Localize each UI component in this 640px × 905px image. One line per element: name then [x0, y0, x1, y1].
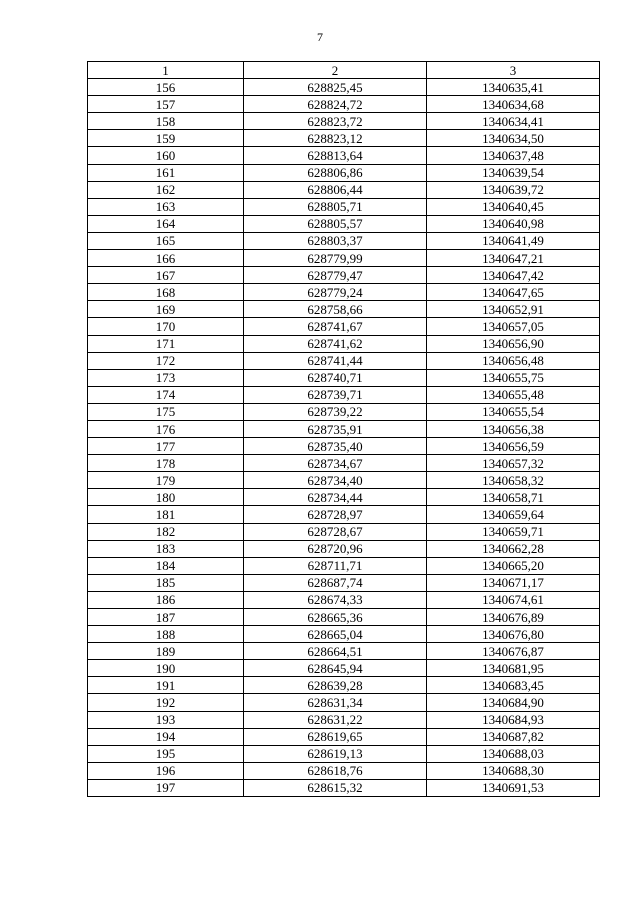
point-number-cell: 159: [88, 130, 244, 147]
table-row: [88, 147, 600, 164]
y-coordinate-cell: 1340688,03: [427, 745, 600, 762]
table-row: [88, 540, 600, 557]
y-coordinate-cell: 1340634,41: [427, 113, 600, 130]
table-row: [88, 79, 600, 96]
y-coordinate-cell: 1340659,64: [427, 506, 600, 523]
table-row: [88, 591, 600, 608]
y-coordinate-cell: 1340657,32: [427, 455, 600, 472]
table-row: [88, 232, 600, 249]
point-number-cell: 192: [88, 694, 244, 711]
point-number-cell: 166: [88, 250, 244, 267]
y-coordinate-cell: 1340665,20: [427, 557, 600, 574]
table-row: [88, 113, 600, 130]
point-number-cell: 172: [88, 352, 244, 369]
point-number-cell: 179: [88, 472, 244, 489]
x-coordinate-cell: 628779,24: [244, 284, 427, 301]
y-coordinate-cell: 1340637,48: [427, 147, 600, 164]
y-coordinate-cell: 1340656,38: [427, 420, 600, 437]
y-coordinate-cell: 1340652,91: [427, 301, 600, 318]
point-number-cell: 181: [88, 506, 244, 523]
x-coordinate-cell: 628825,45: [244, 79, 427, 96]
y-coordinate-cell: 1340684,90: [427, 694, 600, 711]
point-number-cell: 176: [88, 420, 244, 437]
table-row: [88, 352, 600, 369]
y-coordinate-cell: 1340674,61: [427, 591, 600, 608]
point-number-cell: 167: [88, 267, 244, 284]
y-coordinate-cell: 1340684,93: [427, 711, 600, 728]
x-coordinate-cell: 628823,72: [244, 113, 427, 130]
point-number-cell: 197: [88, 779, 244, 796]
x-coordinate-cell: 628823,12: [244, 130, 427, 147]
x-coordinate-cell: 628734,44: [244, 489, 427, 506]
point-number-cell: 156: [88, 79, 244, 96]
table-row: [88, 643, 600, 660]
table-row: [88, 745, 600, 762]
x-coordinate-cell: 628618,76: [244, 762, 427, 779]
y-coordinate-cell: 1340634,50: [427, 130, 600, 147]
table-row: [88, 762, 600, 779]
x-coordinate-cell: 628803,37: [244, 232, 427, 249]
x-coordinate-cell: 628739,71: [244, 386, 427, 403]
point-number-cell: 175: [88, 403, 244, 420]
y-coordinate-cell: 1340687,82: [427, 728, 600, 745]
table-header: [88, 62, 600, 79]
point-number-cell: 169: [88, 301, 244, 318]
x-coordinate-cell: 628741,67: [244, 318, 427, 335]
x-coordinate-cell: 628674,33: [244, 591, 427, 608]
x-coordinate-cell: 628645,94: [244, 660, 427, 677]
y-coordinate-cell: 1340691,53: [427, 779, 600, 796]
point-number-cell: 186: [88, 591, 244, 608]
x-coordinate-cell: 628740,71: [244, 369, 427, 386]
table-row: [88, 369, 600, 386]
table-row: [88, 677, 600, 694]
y-coordinate-cell: 1340639,72: [427, 181, 600, 198]
x-coordinate-cell: 628741,62: [244, 335, 427, 352]
y-coordinate-cell: 1340655,48: [427, 386, 600, 403]
point-number-cell: 183: [88, 540, 244, 557]
table-row: [88, 403, 600, 420]
table-row: [88, 386, 600, 403]
y-coordinate-cell: 1340657,05: [427, 318, 600, 335]
table-row: [88, 250, 600, 267]
table-row: [88, 660, 600, 677]
x-coordinate-cell: 628734,40: [244, 472, 427, 489]
y-coordinate-cell: 1340647,21: [427, 250, 600, 267]
table-row: [88, 523, 600, 540]
x-coordinate-cell: 628735,40: [244, 438, 427, 455]
y-coordinate-cell: 1340640,45: [427, 198, 600, 215]
y-coordinate-cell: 1340641,49: [427, 232, 600, 249]
column-header-1: 1: [88, 62, 244, 79]
x-coordinate-cell: 628824,72: [244, 96, 427, 113]
point-number-cell: 187: [88, 609, 244, 626]
x-coordinate-cell: 628639,28: [244, 677, 427, 694]
table-row: [88, 420, 600, 437]
coordinates-table: [87, 61, 600, 797]
y-coordinate-cell: 1340676,89: [427, 609, 600, 626]
table-body: [88, 79, 600, 797]
point-number-cell: 178: [88, 455, 244, 472]
y-coordinate-cell: 1340676,87: [427, 643, 600, 660]
x-coordinate-cell: 628758,66: [244, 301, 427, 318]
x-coordinate-cell: 628779,99: [244, 250, 427, 267]
x-coordinate-cell: 628735,91: [244, 420, 427, 437]
x-coordinate-cell: 628711,71: [244, 557, 427, 574]
y-coordinate-cell: 1340658,32: [427, 472, 600, 489]
point-number-cell: 168: [88, 284, 244, 301]
point-number-cell: 170: [88, 318, 244, 335]
table-row: [88, 472, 600, 489]
point-number-cell: 196: [88, 762, 244, 779]
x-coordinate-cell: 628734,67: [244, 455, 427, 472]
y-coordinate-cell: 1340647,42: [427, 267, 600, 284]
table-row: [88, 779, 600, 796]
x-coordinate-cell: 628805,71: [244, 198, 427, 215]
point-number-cell: 189: [88, 643, 244, 660]
y-coordinate-cell: 1340656,59: [427, 438, 600, 455]
x-coordinate-cell: 628806,86: [244, 164, 427, 181]
table-row: [88, 215, 600, 232]
x-coordinate-cell: 628615,32: [244, 779, 427, 796]
point-number-cell: 165: [88, 232, 244, 249]
point-number-cell: 180: [88, 489, 244, 506]
table-row: [88, 728, 600, 745]
table-row: [88, 267, 600, 284]
x-coordinate-cell: 628806,44: [244, 181, 427, 198]
x-coordinate-cell: 628687,74: [244, 574, 427, 591]
table-row: [88, 318, 600, 335]
point-number-cell: 193: [88, 711, 244, 728]
point-number-cell: 188: [88, 626, 244, 643]
table-row: [88, 626, 600, 643]
x-coordinate-cell: 628728,67: [244, 523, 427, 540]
table-row: [88, 96, 600, 113]
x-coordinate-cell: 628631,34: [244, 694, 427, 711]
point-number-cell: 190: [88, 660, 244, 677]
y-coordinate-cell: 1340688,30: [427, 762, 600, 779]
x-coordinate-cell: 628664,51: [244, 643, 427, 660]
x-coordinate-cell: 628805,57: [244, 215, 427, 232]
table-row: [88, 164, 600, 181]
x-coordinate-cell: 628665,36: [244, 609, 427, 626]
table-row: [88, 301, 600, 318]
table-row: [88, 506, 600, 523]
table-row: [88, 284, 600, 301]
point-number-cell: 195: [88, 745, 244, 762]
x-coordinate-cell: 628739,22: [244, 403, 427, 420]
table-row: [88, 489, 600, 506]
point-number-cell: 194: [88, 728, 244, 745]
table-row: [88, 574, 600, 591]
point-number-cell: 173: [88, 369, 244, 386]
y-coordinate-cell: 1340658,71: [427, 489, 600, 506]
point-number-cell: 177: [88, 438, 244, 455]
point-number-cell: 171: [88, 335, 244, 352]
page-number: 7: [317, 30, 323, 44]
y-coordinate-cell: 1340683,45: [427, 677, 600, 694]
point-number-cell: 174: [88, 386, 244, 403]
y-coordinate-cell: 1340659,71: [427, 523, 600, 540]
table-row: [88, 711, 600, 728]
x-coordinate-cell: 628779,47: [244, 267, 427, 284]
point-number-cell: 162: [88, 181, 244, 198]
x-coordinate-cell: 628813,64: [244, 147, 427, 164]
y-coordinate-cell: 1340681,95: [427, 660, 600, 677]
point-number-cell: 164: [88, 215, 244, 232]
y-coordinate-cell: 1340662,28: [427, 540, 600, 557]
table-row: [88, 694, 600, 711]
table-row: [88, 557, 600, 574]
point-number-cell: 158: [88, 113, 244, 130]
x-coordinate-cell: 628619,13: [244, 745, 427, 762]
point-number-cell: 185: [88, 574, 244, 591]
x-coordinate-cell: 628619,65: [244, 728, 427, 745]
point-number-cell: 184: [88, 557, 244, 574]
x-coordinate-cell: 628631,22: [244, 711, 427, 728]
column-header-2: 2: [244, 62, 427, 79]
point-number-cell: 191: [88, 677, 244, 694]
y-coordinate-cell: 1340655,54: [427, 403, 600, 420]
y-coordinate-cell: 1340656,90: [427, 335, 600, 352]
y-coordinate-cell: 1340640,98: [427, 215, 600, 232]
table-row: [88, 198, 600, 215]
table-row: [88, 609, 600, 626]
y-coordinate-cell: 1340655,75: [427, 369, 600, 386]
y-coordinate-cell: 1340671,17: [427, 574, 600, 591]
table-row: [88, 455, 600, 472]
y-coordinate-cell: 1340656,48: [427, 352, 600, 369]
x-coordinate-cell: 628728,97: [244, 506, 427, 523]
y-coordinate-cell: 1340647,65: [427, 284, 600, 301]
table-row: [88, 181, 600, 198]
x-coordinate-cell: 628665,04: [244, 626, 427, 643]
table-row: [88, 335, 600, 352]
point-number-cell: 160: [88, 147, 244, 164]
y-coordinate-cell: 1340639,54: [427, 164, 600, 181]
point-number-cell: 163: [88, 198, 244, 215]
x-coordinate-cell: 628741,44: [244, 352, 427, 369]
y-coordinate-cell: 1340635,41: [427, 79, 600, 96]
column-header-3: 3: [427, 62, 600, 79]
point-number-cell: 161: [88, 164, 244, 181]
table-row: [88, 130, 600, 147]
x-coordinate-cell: 628720,96: [244, 540, 427, 557]
point-number-cell: 157: [88, 96, 244, 113]
table-header-row: [88, 62, 600, 79]
point-number-cell: 182: [88, 523, 244, 540]
table-row: [88, 438, 600, 455]
y-coordinate-cell: 1340676,80: [427, 626, 600, 643]
y-coordinate-cell: 1340634,68: [427, 96, 600, 113]
